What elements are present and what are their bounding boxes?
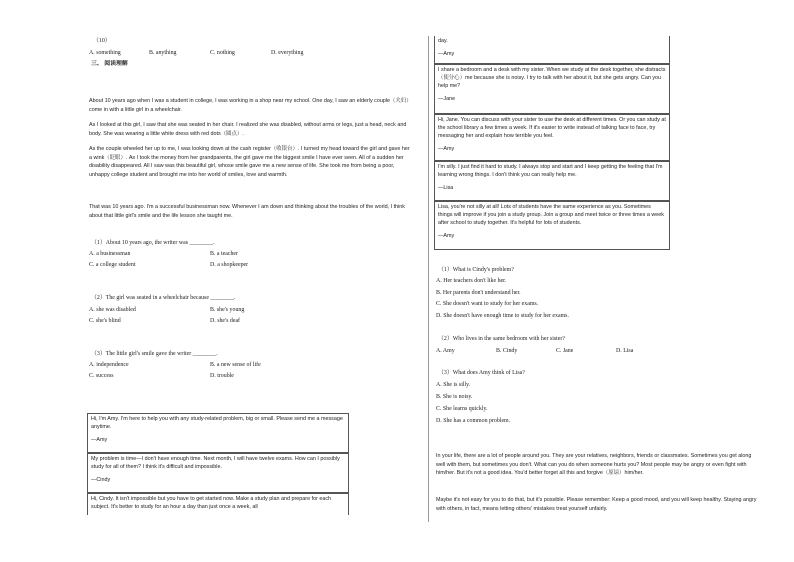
option-b: B. a teacher [210,251,238,257]
option-c: C. She doesn't want to study for her exams. [436,301,539,307]
message-sign: —Amy [91,437,108,443]
message-box-lisa [434,161,670,201]
message-box-amy [87,413,349,453]
q10-option-d: D. everything [271,50,304,56]
q10-option-a: A. something [89,50,121,56]
message-text: Hi, Cindy. It isn't impossible but you have to get started now. Make a study plan and prepare for each subject. It's better to study for an hour a day than just once a week, all [91,496,332,510]
message-box-jane [434,64,670,114]
option-a: A. independence [89,362,129,368]
option-b: B. a new sense of life [210,362,261,368]
column-divider [428,36,429,522]
option-a: A. She is silly. [436,382,471,388]
message-text: My problem is time—I don't have enough time. Next month, I will have twelve exams. How can I possibly study for all of them? I think it's difficult and impossible. [91,456,340,470]
passage3-p1: In your life, there are a lot of people around you. They are your relatives, neighbors, friends or classmates. Sometimes you get along well with them, but sometimes you don't. What can you do when someone hurts you? Most people may be angry or even fight with him/her. But it's not a good idea. You'd better forget all this and forgive（原谅）him/her. [436,453,752,477]
message-text: I'm silly. I just find it hard to study. I always stop and start and I keep getting the feeling that I'm learning wrong things. I don't think you can really help me. [438,164,663,178]
message-sign: —Amy [438,233,455,239]
message-sign: —Jane [438,96,456,102]
section-title: 三、 阅读理解 [91,61,128,67]
message-box-amy-reply [87,493,349,515]
message-sign: —Amy [438,51,455,57]
option-a: A. a businessman [89,251,131,257]
question-stem: （1）What is Cindy's problem? [438,267,514,273]
question-stem: （2）Who lives in the same bedroom with her sister? [438,336,565,342]
message-text: Hi, Jane. You can discuss with your sister to use the desk at different times. Or you can study at the school library a few times a week. If it's easier to write instead of talking face to face, try messaging her and explain how terrible you feel. [438,117,666,139]
q10-number: （10） [93,38,111,44]
message-sign: —Cindy [91,477,111,483]
message-text: Hi, I'm Amy. I'm here to help you with any study-related problem, big or small. Please send me a message anytime. [91,416,343,430]
message-text: day. [438,38,448,44]
question-stem: （2）The girl was seated in a wheelchair because ________. [91,295,236,301]
option-d: D. She has a common problem. [436,418,511,424]
passage1-p4: That was 10 years ago. I'm a successful businessman now. Whenever I am down and thinking about the troubles of the world, I think about that little girl's smile and the life lesson she taught me. [89,204,405,219]
message-box-amy-jane [434,114,670,161]
message-box-amy-lisa [434,201,670,250]
option-b: B. she's young [210,307,245,313]
option-c: C. success [89,373,114,379]
q10-option-c: C. nothing [210,50,235,56]
passage1-p1: About 10 years ago when I was a student in college, I was working in a shop near my school. One day, I saw an elderly couple（夫妇）come in with a little girl in a wheelchair. [89,98,409,113]
passage1-p2: As I looked at this girl, I saw that she was seated in her chair. I realized she was disabled, without arms or legs, just a head, neck and body. She was wearing a little white dress with red dots（圆点）. [89,122,407,137]
option-d: D. she's deaf [210,318,241,324]
option-c: C. Jane [556,348,574,354]
option-d: D. trouble [210,373,234,379]
passage3-p2: Maybe it's not easy for you to do that, but it's possible. Please remember: Keep a good mood, and you will keep healthy. Staying angry with others, in fact, means letting others' mistakes treat yourself unfairly. [436,497,757,512]
question-stem: （3）What does Amy think of Lisa? [438,370,525,376]
option-c: C. she's blind [89,318,121,324]
message-box-cindy [87,453,349,493]
message-sign: —Lisa [438,185,454,191]
question-stem: （1）About 10 years ago, the writer was ________. [91,240,215,246]
message-text: Lisa, you're not silly at all! Lots of students have the same experience as you. Sometimes things will improve if you join a study group. Join a group and meet twice or three times a week after school to study together. It's helpful for lots of students. [438,204,664,226]
message-box-amy-end [434,36,670,64]
option-d: D. She doesn't have enough time to study for her exams. [436,313,569,319]
message-text: I share a bedroom and a desk with my sister. When we study at the desk together, she distracts（使分心）me because she is noisy. I try to talk with her about it, but she gets angry. Can you help me? [438,67,666,89]
option-c: C. a college student [89,262,136,268]
q10-option-b: B. anything [149,50,177,56]
option-b: B. Her parents don't understand her. [436,290,521,296]
option-d: D. Lisa [616,348,634,354]
option-b: B. Cindy [496,348,518,354]
passage1-p3: As the couple wheeled her up to me, I was looking down at the cash register（收银台）. I turned my head toward the girl and gave her a wink（眨眼）. As I took the money from her grandparents, the girl gave me the biggest smile I have ever seen. All of a sudden her disability disappeared. All I saw was this beautiful girl, whose smile gave me a new sense of life. She took me from being a poor, unhappy college student and brought me into her world of smiles, love and warmth. [89,146,410,178]
option-c: C. She learns quickly. [436,406,488,412]
option-a: A. she was disabled [89,307,136,313]
message-sign: —Amy [438,146,455,152]
option-a: A. Amy [436,348,455,354]
option-a: A. Her teachers don't like her. [436,278,507,284]
question-stem: （3）The little girl's smile gave the writer ________. [91,351,218,357]
option-d: D. a shopkeeper [210,262,249,268]
option-b: B. She is noisy. [436,394,473,400]
